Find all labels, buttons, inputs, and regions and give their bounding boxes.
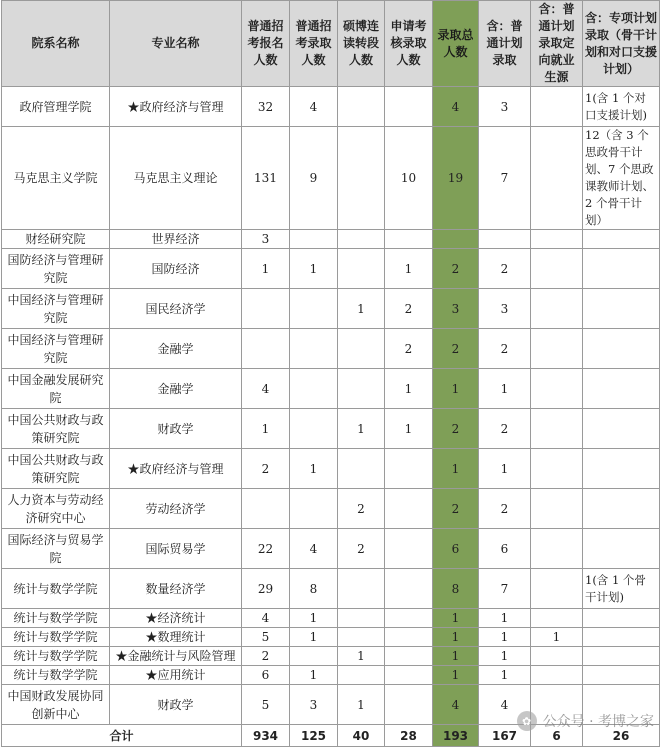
row-transfer: [338, 249, 385, 289]
row-review: 2: [385, 289, 433, 329]
row-major: ★应用统计: [110, 666, 242, 685]
row-directed: [531, 569, 583, 609]
row-major: 马克思主义理论: [110, 127, 242, 230]
row-major: ★数理统计: [110, 628, 242, 647]
row-admit: [290, 329, 338, 369]
total-directed: 6: [531, 725, 583, 747]
row-major: 金融学: [110, 329, 242, 369]
row-dept: 中国金融发展研究院: [2, 369, 110, 409]
row-review: [385, 609, 433, 628]
row-directed: [531, 329, 583, 369]
row-dept: 统计与数学学院: [2, 628, 110, 647]
row-special: [583, 249, 660, 289]
row-admit: 9: [290, 127, 338, 230]
row-special: [583, 329, 660, 369]
row-major: ★金融统计与风险管理: [110, 647, 242, 666]
total-review: 28: [385, 725, 433, 747]
table-row: [2, 249, 660, 289]
header-special: 含：专项计划录取（骨干计划和对口支援计划）: [583, 1, 660, 87]
row-transfer: [338, 87, 385, 127]
row-apply: 29: [242, 569, 290, 609]
row-special: [583, 647, 660, 666]
row-plan: 1: [479, 609, 531, 628]
row-review: [385, 449, 433, 489]
row-total: 1: [433, 666, 479, 685]
row-apply: [242, 289, 290, 329]
row-review: [385, 628, 433, 647]
row-review: 2: [385, 329, 433, 369]
table-row: [2, 409, 660, 449]
table-row: [2, 369, 660, 409]
row-transfer: 2: [338, 529, 385, 569]
table-row: [2, 666, 660, 685]
row-plan: 2: [479, 249, 531, 289]
row-transfer: [338, 628, 385, 647]
table-row: [2, 609, 660, 628]
row-plan: 1: [479, 628, 531, 647]
header-apply: 普通招考报名人数: [242, 1, 290, 87]
table-row: [2, 127, 660, 230]
row-dept: 中国公共财政与政策研究院: [2, 449, 110, 489]
row-plan: 7: [479, 569, 531, 609]
row-transfer: 1: [338, 685, 385, 725]
row-transfer: [338, 230, 385, 249]
row-special: 12（含 3 个思政骨干计划、7 个思政课教师计划、2 个骨干计划）: [583, 127, 660, 230]
row-plan: 2: [479, 489, 531, 529]
header-major: 专业名称: [110, 1, 242, 87]
row-plan: 3: [479, 289, 531, 329]
table-row: [2, 230, 660, 249]
row-directed: [531, 609, 583, 628]
header-transfer: 硕博连读转段人数: [338, 1, 385, 87]
total-label: 合计: [2, 725, 242, 747]
row-major: 世界经济: [110, 230, 242, 249]
row-special: [583, 529, 660, 569]
row-review: [385, 666, 433, 685]
total-admit: 125: [290, 725, 338, 747]
row-transfer: [338, 449, 385, 489]
row-total: 4: [433, 87, 479, 127]
row-plan: 2: [479, 409, 531, 449]
total-plan: 167: [479, 725, 531, 747]
row-apply: 2: [242, 449, 290, 489]
row-directed: [531, 289, 583, 329]
row-directed: [531, 449, 583, 489]
row-dept: 财经研究院: [2, 230, 110, 249]
row-admit: [290, 489, 338, 529]
row-transfer: [338, 369, 385, 409]
row-total: 1: [433, 647, 479, 666]
table-row: [2, 628, 660, 647]
table-row: [2, 529, 660, 569]
row-admit: 1: [290, 628, 338, 647]
row-major: 国防经济: [110, 249, 242, 289]
header-plan: 含：普通计划录取: [479, 1, 531, 87]
header-directed: 含：普通计划录取定向就业生源: [531, 1, 583, 87]
row-transfer: [338, 329, 385, 369]
row-admit: 4: [290, 529, 338, 569]
row-admit: [290, 647, 338, 666]
row-directed: [531, 127, 583, 230]
row-total: 4: [433, 685, 479, 725]
row-apply: 32: [242, 87, 290, 127]
row-directed: [531, 369, 583, 409]
row-directed: [531, 230, 583, 249]
row-special: [583, 409, 660, 449]
row-special: 1(含 1 个骨干计划): [583, 569, 660, 609]
row-review: [385, 647, 433, 666]
row-admit: [290, 289, 338, 329]
table-row: [2, 329, 660, 369]
row-directed: [531, 529, 583, 569]
row-transfer: 2: [338, 489, 385, 529]
row-major: 国民经济学: [110, 289, 242, 329]
row-dept: 中国经济与管理研究院: [2, 289, 110, 329]
row-special: 1(含 1 个对口支援计划): [583, 87, 660, 127]
row-review: [385, 230, 433, 249]
row-admit: [290, 230, 338, 249]
row-total: 19: [433, 127, 479, 230]
row-total: 2: [433, 329, 479, 369]
header-review: 申请考核录取人数: [385, 1, 433, 87]
table-row: [2, 449, 660, 489]
row-dept: 人力资本与劳动经济研究中心: [2, 489, 110, 529]
row-apply: 5: [242, 628, 290, 647]
row-dept: 国际经济与贸易学院: [2, 529, 110, 569]
row-admit: 4: [290, 87, 338, 127]
row-total: 1: [433, 369, 479, 409]
table-row: [2, 289, 660, 329]
header-admit: 普通招考录取人数: [290, 1, 338, 87]
row-major: ★政府经济与管理: [110, 449, 242, 489]
row-apply: 131: [242, 127, 290, 230]
row-total: 2: [433, 489, 479, 529]
row-apply: 3: [242, 230, 290, 249]
row-plan: 1: [479, 666, 531, 685]
row-special: [583, 666, 660, 685]
row-special: [583, 449, 660, 489]
total-transfer: 40: [338, 725, 385, 747]
watermark: [517, 711, 654, 731]
row-major: 财政学: [110, 685, 242, 725]
row-admit: [290, 409, 338, 449]
row-plan: 1: [479, 449, 531, 489]
row-plan: 7: [479, 127, 531, 230]
row-plan: 3: [479, 87, 531, 127]
row-apply: 4: [242, 609, 290, 628]
row-directed: [531, 409, 583, 449]
row-special: [583, 369, 660, 409]
row-admit: 1: [290, 449, 338, 489]
total-total: 193: [433, 725, 479, 747]
row-directed: 1: [531, 628, 583, 647]
row-apply: [242, 489, 290, 529]
row-apply: 2: [242, 647, 290, 666]
row-total: 8: [433, 569, 479, 609]
row-apply: 6: [242, 666, 290, 685]
row-major: 财政学: [110, 409, 242, 449]
row-dept: 统计与数学学院: [2, 666, 110, 685]
row-dept: 马克思主义学院: [2, 127, 110, 230]
row-special: [583, 230, 660, 249]
row-dept: 统计与数学学院: [2, 647, 110, 666]
row-total: 3: [433, 289, 479, 329]
row-directed: [531, 249, 583, 289]
row-apply: 4: [242, 369, 290, 409]
row-admit: 1: [290, 666, 338, 685]
table-row: [2, 647, 660, 666]
row-transfer: 1: [338, 289, 385, 329]
header-dept: 院系名称: [2, 1, 110, 87]
row-major: ★经济统计: [110, 609, 242, 628]
row-directed: [531, 87, 583, 127]
row-review: 1: [385, 249, 433, 289]
header-row: [2, 1, 660, 87]
row-dept: 国防经济与管理研究院: [2, 249, 110, 289]
row-special: [583, 289, 660, 329]
row-review: [385, 529, 433, 569]
row-total: [433, 230, 479, 249]
row-major: 数量经济学: [110, 569, 242, 609]
row-transfer: 1: [338, 647, 385, 666]
row-review: [385, 569, 433, 609]
row-apply: 22: [242, 529, 290, 569]
row-dept: 政府管理学院: [2, 87, 110, 127]
row-special: [583, 489, 660, 529]
row-special: [583, 628, 660, 647]
table-row: [2, 569, 660, 609]
row-transfer: [338, 569, 385, 609]
row-review: [385, 489, 433, 529]
row-transfer: [338, 666, 385, 685]
row-review: [385, 87, 433, 127]
table-row: [2, 489, 660, 529]
row-transfer: [338, 127, 385, 230]
row-apply: 1: [242, 409, 290, 449]
row-total: 1: [433, 609, 479, 628]
row-dept: 中国公共财政与政策研究院: [2, 409, 110, 449]
row-plan: 2: [479, 329, 531, 369]
row-plan: 4: [479, 685, 531, 725]
row-major: 国际贸易学: [110, 529, 242, 569]
row-admit: 1: [290, 249, 338, 289]
row-major: ★政府经济与管理: [110, 87, 242, 127]
watermark-text: 公众号 · 考博之家: [542, 714, 654, 730]
total-special: 26: [583, 725, 660, 747]
row-dept: 中国经济与管理研究院: [2, 329, 110, 369]
row-apply: 1: [242, 249, 290, 289]
row-total: 6: [433, 529, 479, 569]
row-plan: 6: [479, 529, 531, 569]
total-apply: 934: [242, 725, 290, 747]
row-total: 2: [433, 409, 479, 449]
header-total: 录取总人数: [433, 1, 479, 87]
row-total: 1: [433, 628, 479, 647]
row-transfer: 1: [338, 409, 385, 449]
row-admit: [290, 369, 338, 409]
row-directed: [531, 489, 583, 529]
row-transfer: [338, 609, 385, 628]
row-plan: [479, 230, 531, 249]
row-major: 金融学: [110, 369, 242, 409]
row-total: 2: [433, 249, 479, 289]
row-admit: 3: [290, 685, 338, 725]
row-major: 劳动经济学: [110, 489, 242, 529]
row-plan: 1: [479, 647, 531, 666]
row-admit: 8: [290, 569, 338, 609]
row-review: 10: [385, 127, 433, 230]
row-directed: [531, 666, 583, 685]
row-apply: [242, 329, 290, 369]
row-dept: 统计与数学学院: [2, 569, 110, 609]
admission-table: [1, 0, 660, 747]
row-admit: 1: [290, 609, 338, 628]
row-plan: 1: [479, 369, 531, 409]
row-dept: 统计与数学学院: [2, 609, 110, 628]
row-review: 1: [385, 369, 433, 409]
row-review: 1: [385, 409, 433, 449]
row-directed: [531, 647, 583, 666]
table-row: [2, 87, 660, 127]
wechat-icon: ✿: [517, 711, 537, 731]
row-review: [385, 685, 433, 725]
row-special: [583, 609, 660, 628]
row-apply: 5: [242, 685, 290, 725]
row-total: 1: [433, 449, 479, 489]
row-dept: 中国财政发展协同创新中心: [2, 685, 110, 725]
